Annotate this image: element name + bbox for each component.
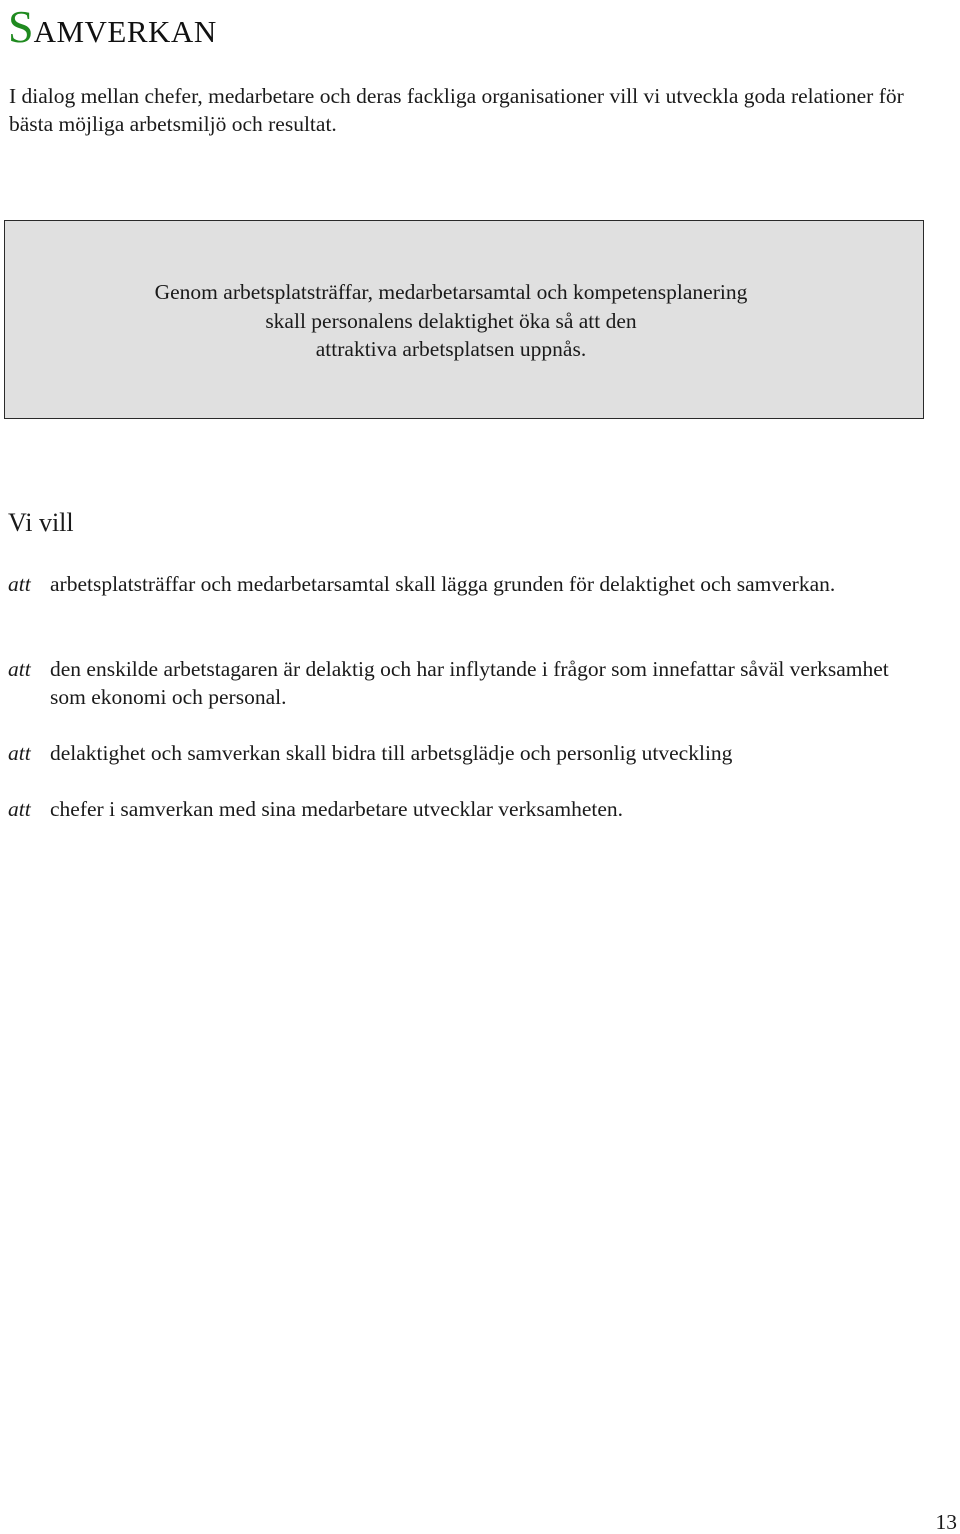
list-marker: att xyxy=(8,797,31,821)
list-item-text: chefer i samverkan med sina medarbetare utvecklar verksamheten. xyxy=(50,797,624,821)
list-item xyxy=(8,570,918,598)
section-heading: Vi vill xyxy=(8,508,74,537)
callout-box xyxy=(4,220,924,419)
list-item xyxy=(8,795,918,823)
callout-line: Genom arbetsplatsträffar, medarbetarsamtal och kompetensplanering xyxy=(154,280,748,304)
title-rest: AMVERKAN xyxy=(33,14,217,49)
list-item-text: delaktighet och samverkan skall bidra till arbetsglädje och personlig utveckling xyxy=(50,741,733,765)
list-item xyxy=(8,655,918,711)
intro-paragraph: I dialog mellan chefer, medarbetare och deras fackliga organisationer vill vi utveckla goda relationer för bästa möjliga arbetsmiljö och resultat. xyxy=(9,84,904,136)
callout-line: attraktiva arbetsplatsen uppnås. xyxy=(315,337,587,361)
callout-text xyxy=(5,278,897,364)
title-initial: S xyxy=(8,1,34,52)
callout-line: skall personalens delaktighet öka så att den xyxy=(265,308,637,333)
list-item-text: den enskilde arbetstagaren är delaktig och har inflytande i frågor som innefattar såväl verksamhet som ekonomi och personal. xyxy=(50,657,889,709)
page-number: 13 xyxy=(935,1510,957,1534)
page-title xyxy=(8,1,217,52)
list-marker: att xyxy=(8,657,31,681)
list-marker: att xyxy=(8,741,31,765)
list-item-text: arbetsplatsträffar och medarbetarsamtal skall lägga grunden för delaktighet och samverkan. xyxy=(50,572,836,596)
list-marker: att xyxy=(8,572,31,596)
list-item xyxy=(8,739,918,767)
